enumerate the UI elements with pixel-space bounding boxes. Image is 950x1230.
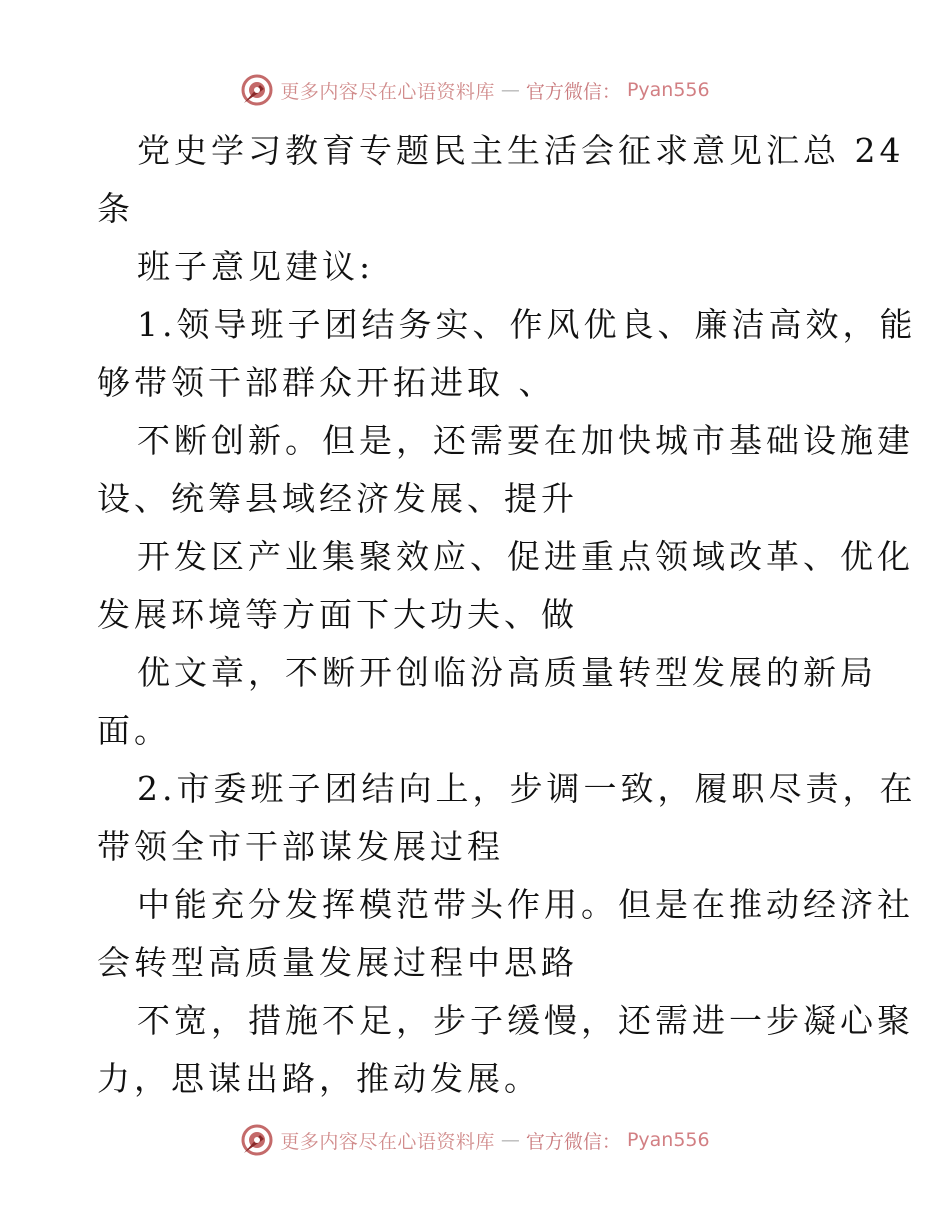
paragraph-line: 2.市委班子团结向上，步调一致，履职尽责，在 [137, 769, 917, 808]
paragraph-line: 力，思谋出路，推动发展。 [97, 1059, 541, 1098]
watermark-wechat-label: 官方微信： [525, 1130, 621, 1153]
paragraph-line: 面。 [97, 711, 171, 750]
paragraph-line: 优文章，不断开创临汾高质量转型发展的新局 [137, 653, 877, 692]
paragraph-line: 中能充分发挥模范带头作用。但是在推动经济社 [137, 885, 914, 924]
paragraph-line: 不宽，措施不足，步子缓慢，还需进一步凝心聚 [137, 1001, 914, 1040]
paragraph-line: 够带领干部群众开拓进取 、 [97, 363, 556, 402]
paragraph-line: 设、统筹县域经济发展、提升 [97, 479, 578, 518]
watermark-wechat-account: Pyan556 [626, 79, 710, 101]
watermark-wechat-account: Pyan556 [626, 1129, 710, 1151]
paragraph-line: 发展环境等方面下大功夫、做 [97, 595, 578, 634]
document-title-line-1: 党史学习教育专题民主生活会征求意见汇总 24 [137, 131, 905, 170]
watermark-site-text: 更多内容尽在心语资料库 [280, 1130, 495, 1153]
paragraph-line: 开发区产业集聚效应、促进重点领域改革、优化 [137, 537, 914, 576]
footer-watermark-banner [0, 1122, 950, 1158]
section-heading: 班子意见建议: [137, 247, 375, 286]
document-body [97, 122, 917, 1108]
pen-nib-logo-icon [240, 73, 274, 107]
document-title-line-2: 条 [97, 189, 134, 228]
watermark-dash: — [500, 79, 520, 101]
pen-nib-logo-icon [240, 1123, 274, 1157]
paragraph-line: 带领全市干部谋发展过程 [97, 827, 504, 866]
watermark-dash: — [500, 1129, 520, 1151]
paragraph-line: 会转型高质量发展过程中思路 [97, 943, 578, 982]
watermark-wechat-label: 官方微信： [525, 80, 621, 103]
paragraph-line: 不断创新。但是，还需要在加快城市基础设施建 [137, 421, 914, 460]
header-watermark-banner [0, 72, 950, 108]
watermark-site-text: 更多内容尽在心语资料库 [280, 80, 495, 103]
paragraph-line: 1.领导班子团结务实、作风优良、廉洁高效，能 [137, 305, 917, 344]
